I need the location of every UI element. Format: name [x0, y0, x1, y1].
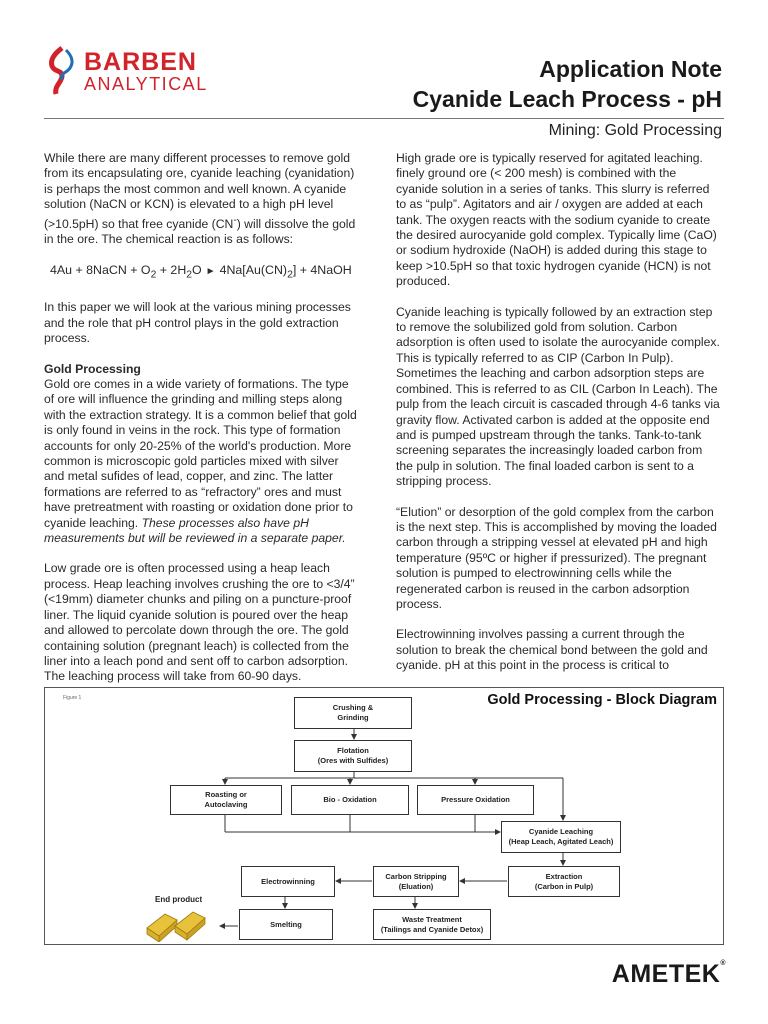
- eq-part-b: + 2H: [156, 262, 187, 277]
- roasting-box: [170, 785, 282, 815]
- carbon-stripping-box: [373, 866, 459, 897]
- cyanide-label-2: (Heap Leach, Agitated Leach): [508, 837, 614, 846]
- cyanide-leaching-box: [501, 821, 621, 853]
- waste-label-2: (Tailings and Cyanide Detox): [380, 924, 484, 934]
- end-product-label: End product: [155, 895, 203, 904]
- gold-bars-icon: [145, 906, 211, 942]
- left-p1-end: ) will dissolve the gold in the ore. The chemical reaction is as follows:: [44, 216, 356, 247]
- figure-label: Figure 1: [63, 695, 82, 701]
- stripping-label-2: (Eluation): [398, 881, 434, 891]
- waste-label-1: Waste Treatment: [402, 914, 462, 924]
- left-paragraph-3: [44, 377, 362, 546]
- page-subtitle: Mining: Gold Processing: [548, 122, 722, 139]
- left-paragraph-1: [44, 151, 362, 248]
- eq-arrow-icon: ►: [205, 265, 216, 277]
- stripping-label-1: Carbon Stripping: [385, 871, 447, 881]
- right-column: [396, 151, 721, 689]
- extraction-label-1: Extraction: [545, 871, 583, 881]
- bio-oxidation-label: Bio - Oxidation: [323, 795, 377, 804]
- flotation-box: [294, 740, 412, 772]
- left-p1-text: While there are many different processes to remove gold from its encapsulating ore, cyanide leaching (cyanidation) is perhaps the most common and well known. A cyanide solution (NaCN or KCN) is elevated to a high pH level (>10.5pH) so that free cyanide (CN: [44, 151, 355, 231]
- waste-treatment-box: [373, 909, 491, 940]
- crushing-label-2: Grinding: [337, 713, 369, 722]
- bio-oxidation-box: [291, 785, 409, 815]
- logo-analytical-text: ANALYTICAL: [84, 74, 208, 94]
- left-paragraph-4: Low grade ore is often processed using a heap leach process. Heap leaching involves crushing the ore to <3/4” (<19mm) diameter chunks and piling on a puncture-proof liner. The liquid cyanide solution is poured over the heap and allowed to percolate down through the ore. The gold containing solution (pregnant leach) is collected from the liner into a leach pond and sent off to carbon adsorption. The leaching process will take from 60-90 days.: [44, 561, 355, 684]
- right-paragraph-2: Cyanide leaching is typically followed by an extraction step to remove the solubilized gold from solution. Carbon adsorption is often used to isolate the aurocyanide complex. This is typically referred to as CIP (Carbon In Pulp). Sometimes the leaching and carbon adsorption steps are combined. This is referred to as CIL (Carbon In Leach). The pulp from the leach circuit is cascaded through 4-6 tanks via gravity flow. Activated carbon is added at the opposite end and is pumped upstream through the tanks. Tank-to-tank screening separates the increasingly loaded carbon from the pulp in solution. The final loaded carbon is sent to a stripping process.: [396, 304, 720, 489]
- crushing-label-1: Crushing &: [332, 703, 374, 712]
- electrowinning-label: Electrowinning: [261, 876, 315, 886]
- ametek-logo: [612, 960, 726, 989]
- pressure-oxidation-box: [417, 785, 534, 815]
- right-paragraph-4: Electrowinning involves passing a current through the solution to break the chemical bond between the gold and cyanide. pH at this point in the process is critical to: [396, 627, 708, 673]
- eq-sub-a: 2: [150, 268, 157, 280]
- gold-processing-heading: Gold Processing: [44, 361, 141, 376]
- flotation-label-1: Flotation: [337, 746, 369, 755]
- eq-sub-b: 2: [186, 268, 193, 280]
- left-p1-sup: -: [233, 214, 237, 226]
- left-paragraph-2: In this paper we will look at the various mining processes and the role that pH control plays in the gold extraction process.: [44, 300, 351, 346]
- figure-title: Gold Processing - Block Diagram: [487, 692, 717, 708]
- extraction-label-2: (Carbon in Pulp): [534, 881, 594, 891]
- roasting-label-1: Roasting or: [205, 790, 247, 799]
- eq-part-c: O: [192, 262, 202, 277]
- title-line-2: Cyanide Leach Process - pH: [412, 86, 722, 112]
- electrowinning-box: [241, 866, 335, 897]
- registered-mark: ®: [720, 960, 726, 967]
- cyanide-label-1: Cyanide Leaching: [528, 827, 594, 836]
- extraction-box: [508, 866, 620, 897]
- flotation-label-2: (Ores with Sulfides): [317, 756, 389, 765]
- ametek-text: AMETEK: [611, 960, 721, 988]
- smelting-box: [239, 909, 333, 940]
- roasting-label-2: Autoclaving: [204, 800, 248, 809]
- right-paragraph-1: High grade ore is typically reserved for agitated leaching. finely ground ore (< 200 mesh) is combined with the cyanide solution in a series of tanks. This slurry is referred to as “pulp”. Agitators and air / oxygen are added at each tank. The oxygen reacts with the sodium cyanide to create the desired aurocyanide gold complex. Typically lime (CaO) or sodium hydroxide (NaOH) is added during this stage to keep >10.5pH so that toxic hydrogen cyanide (HCN) is not produced.: [396, 151, 717, 289]
- header-divider: [44, 118, 724, 119]
- eq-part-d: 4Na[Au(CN): [219, 262, 288, 277]
- eq-sub-d: 2: [287, 268, 293, 280]
- chemical-equation: [50, 263, 362, 283]
- left-p3-text: Gold ore comes in a wide variety of formations. The type of ore will influence the grinding and milling steps along with the extraction strategy. It is a common belief that gold is only found in veins in the rock. This type of formation accounts for only 20-25% of the world's production. More common is microscopic gold particles mixed with silver and metal sufides of lead, copper, and zinc. The latter formations are referred to as “refractory” ores and must have pretreatment with roasting or oxidation done prior to cyanide leaching.: [44, 377, 357, 530]
- title-line-1: Application Note: [539, 56, 722, 82]
- left-column: [44, 151, 362, 700]
- eq-part-a: 4Au + 8NaCN + O: [50, 262, 151, 277]
- barben-logo: [44, 46, 244, 96]
- left-p3-italic: These processes also have pH measurements but will be reviewed in a separate paper.: [44, 515, 346, 546]
- logo-barben-text: BARBEN: [84, 48, 197, 76]
- page-title: [413, 54, 722, 114]
- pressure-oxidation-label: Pressure Oxidation: [441, 795, 510, 804]
- smelting-label: Smelting: [270, 919, 302, 929]
- block-diagram-figure: [44, 687, 724, 945]
- barben-logo-icon: [44, 46, 80, 96]
- eq-part-e: ] + 4NaOH: [292, 262, 352, 277]
- right-paragraph-3: “Elution” or desorption of the gold complex from the carbon is the next step. This is accomplished by moving the loaded carbon through a stripping vessel at elevated pH and high temperature (95ºC or higher if pressurized). The pregnant solution is pumped to electrowinning cells while the regenerated carbon is reused in the carbon adsorption process.: [396, 504, 717, 611]
- crushing-grinding-box: [294, 697, 412, 729]
